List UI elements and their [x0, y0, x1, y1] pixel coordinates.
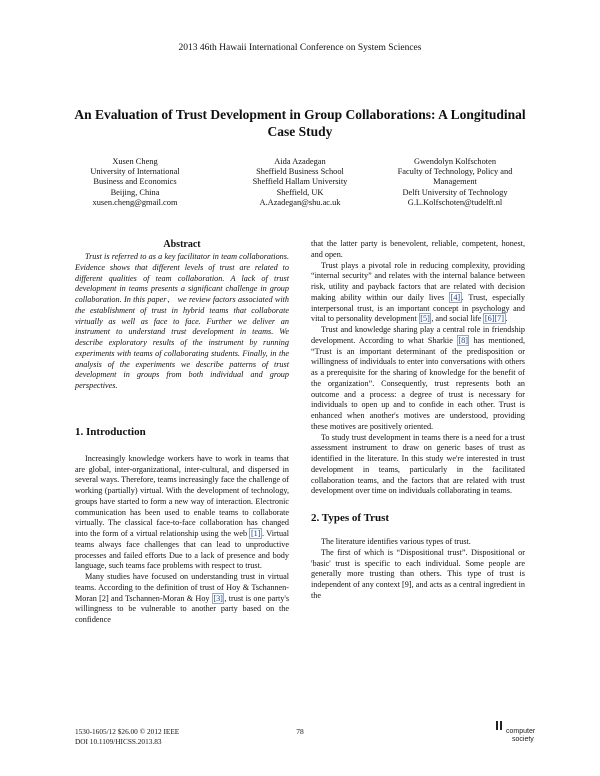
types-of-trust-heading: 2. Types of Trust [311, 512, 390, 524]
author-block-1 [70, 157, 200, 208]
text-run: Trust and knowledge sharing play a central role in friendship development. According to what Sharkie [311, 325, 525, 345]
author-affiliation: Sheffield Business School [256, 167, 344, 177]
text-run: . [505, 314, 508, 324]
footer-issn: 1530-1605/12 $26.00 © 2012 IEEE [75, 727, 180, 736]
page-number: 78 [296, 727, 304, 736]
footer-doi: DOI 10.1109/HICSS.2013.83 [75, 736, 162, 746]
logo-text-top: computer [506, 728, 536, 735]
author-name: Aida Azadegan [274, 157, 326, 166]
text-run: , and social life [431, 314, 484, 324]
author-affiliation: Faculty of Technology, Policy and Management [397, 167, 513, 187]
text-run: Trust plays a pivotal role in reducing complexity, providing “internal security” and relates with the internal balance between risk, utility and payback factors that are related with decision making ability within our daily lives [311, 260, 525, 302]
author-affiliation: Delft University of Technology [402, 187, 508, 197]
author-block-2 [228, 157, 372, 208]
author-block-3 [380, 157, 530, 208]
citation-link[interactable]: [3] [213, 593, 223, 603]
author-affiliation: Sheffield Hallam University [252, 177, 348, 187]
text-run: Increasingly knowledge workers have to work in teams that are global, inter-organizational, inter-cultural, and dispersed in several ways. Therefore, teams increasingly face the challenge of working (partially) virtual. With the development of technology, groups have started to form a new way of interaction. Electronic communication has been used to enable teams to collaborate virtually. The classical face-to-face collaboration has changed into the form of a virtual relationship using the web [75, 453, 289, 538]
right-column [311, 239, 525, 602]
text-run: Many studies have focused on understanding trust in virtual teams. According to the definition of trust of Hoy & Tschannen-Moran [2] and Tschannen-Moran & Hoy [75, 572, 289, 603]
left-column [75, 239, 289, 626]
author-location: Beijing, China [110, 187, 160, 197]
citation-link[interactable]: [6][7] [484, 314, 504, 324]
text-run: . Trust, especially interpersonal trust, is an important concept in psychology and vital to personality development [311, 292, 525, 324]
citation-link[interactable]: [1] [250, 529, 261, 538]
citation-link[interactable]: [4] [450, 292, 461, 302]
intro-paragraph-5: To study trust development in teams there is a need for a trust assessment instrument to draw on generic bases of trust as identified in the literature. In this study we're interested in trust development in teams, particularly in the facilitated collaboration teams, and the factors that are related with trust development over time on individuals collaborating in teams. [311, 432, 525, 496]
author-name: Xusen Cheng [112, 157, 158, 166]
citation-link[interactable]: [8] [458, 335, 468, 345]
citation-link[interactable]: [5] [420, 314, 430, 324]
author-email: xusen.cheng@gmail.com [92, 197, 178, 207]
author-location: Sheffield, UK [276, 187, 324, 197]
intro-paragraph-4 [311, 325, 525, 433]
abstract-text: Trust is referred to as a key facilitator in team collaborations. Evidence shows that different levels of trust are related to different qualities of team collaboration. A lack of trust development in teams presents a significant challenge in group collaboration. In this paper、 we review factors associated with the establishment of trust in hybrid teams that collaborate virtually as well as face to face. Further we deliver an instrument to understand trust development in teams. We describe exploratory results of the instrument by running experiments with teams of collaborating students. Finally, in the analysis of the experiments we describe patterns of trust development in groups from both individual and group perspectives. [75, 252, 289, 390]
intro-paragraph-1 [75, 454, 289, 572]
author-email: G.L.Kolfschoten@tudelft.nl [407, 197, 503, 207]
author-name: Gwendolyn Kolfschoten [413, 157, 497, 166]
intro-paragraph-2 [75, 572, 289, 626]
intro-paragraph-3 [311, 261, 525, 326]
computer-society-logo [482, 719, 542, 745]
types-paragraph-1: The literature identifies various types of trust. [321, 537, 471, 546]
ieee-logo-icon [482, 719, 542, 745]
text-run: . Virtual teams always face challenges that can lead to unproductive processes and failed efforts Due to a lack of presence and body language, such teams face problems with respect to trust. [75, 529, 289, 571]
introduction-heading: 1. Introduction [75, 425, 146, 438]
types-paragraph-2: The first of which is “Dispositional trust”. Dispositional or 'basic' trust is specific to each individual. Some people are generally more trusting than others. This type of trust is independent of any context [9], and acts as a central ingredient in the [311, 547, 525, 600]
author-affiliation: University of International [90, 167, 180, 177]
intro-paragraph-continued: that the latter party is benevolent, reliable, competent, honest, and open. [311, 239, 525, 259]
author-email: A.Azadegan@shu.ac.uk [259, 197, 341, 207]
logo-text-bottom: society [512, 736, 534, 743]
author-affiliation: Business and Economics [93, 177, 177, 187]
abstract-section [75, 239, 289, 392]
paper-title: An Evaluation of Trust Development in Group Collaborations: A Longitudinal Case Study [74, 107, 526, 139]
text-run: has mentioned, “Trust is an important determinant of the predisposition or willingness of individuals to enter into conversations with others as a prerequisite for the sharing of knowledge for the benefit of the organization”. Consequently, trust represents both an outcome and a process: a degree of trust is necessary for individuals to open up and to confide in each other. Trust is enhanced when another's motives are understood, providing these motives are positively oriented. [311, 335, 525, 431]
text-run: , trust is one party's willingness to be vulnerable to another party based on the confidence [75, 593, 290, 624]
conference-header: 2013 46th Hawaii International Conference on System Sciences [178, 43, 422, 53]
abstract-heading: Abstract [163, 239, 201, 250]
